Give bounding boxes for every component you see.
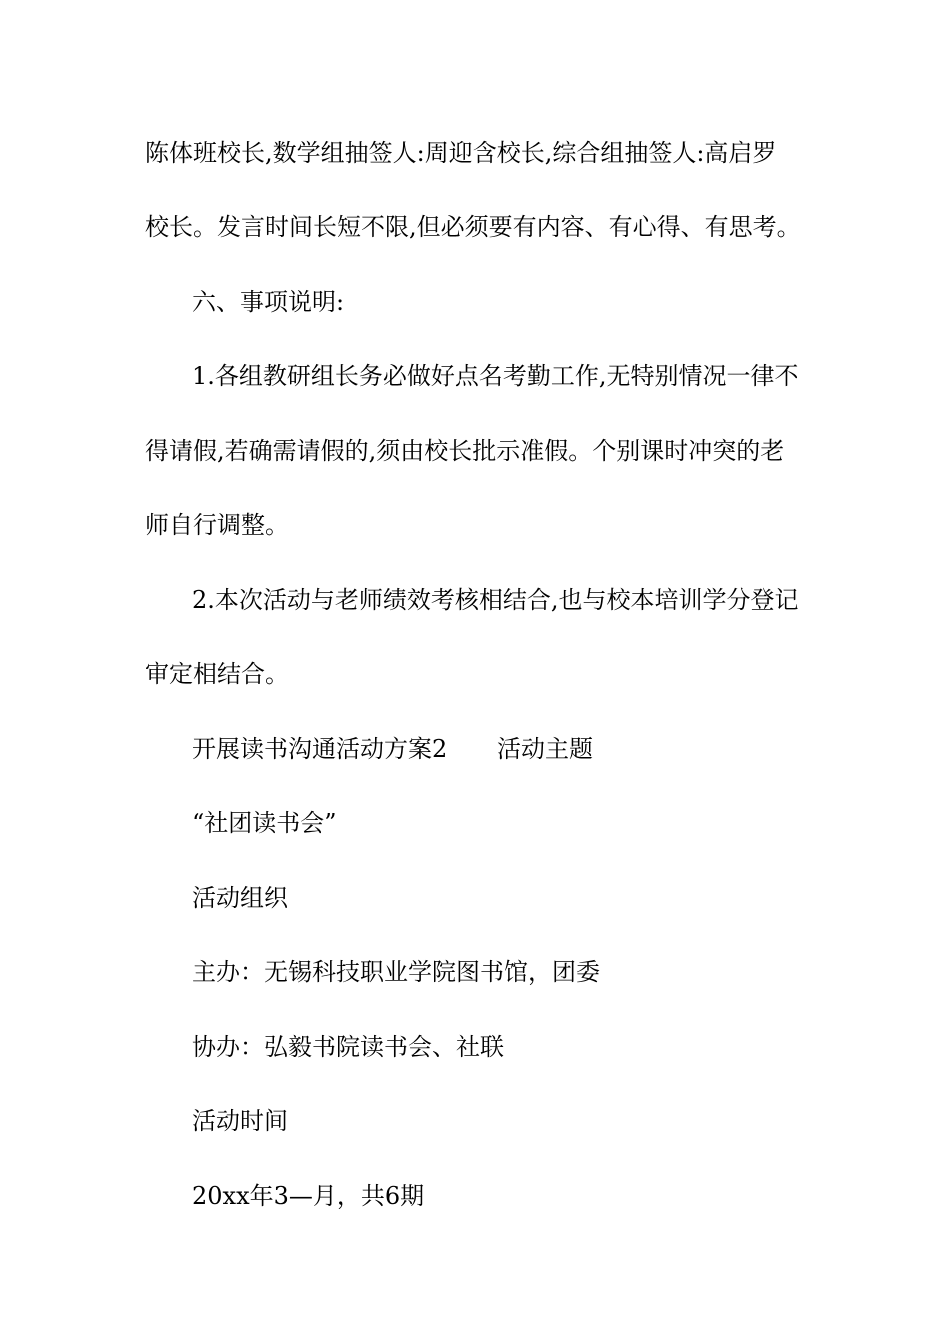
section-heading: 活动组织 — [192, 884, 288, 912]
plan-title: 开展读书沟通活动方案2 — [192, 735, 448, 763]
paragraph-line: 师自行调整。 — [145, 511, 289, 539]
co-organizer-line: 协办：弘毅书院读书会、社联 — [192, 1033, 504, 1061]
section-heading: 活动主题 — [497, 735, 593, 763]
paragraph-line: 1.各组教研组长务必做好点名考勤工作,无特别情况一律不 — [192, 362, 799, 390]
activity-time-line: 20xx年3—月，共6期 — [192, 1182, 425, 1210]
organizer-line: 主办：无锡科技职业学院图书馆，团委 — [192, 958, 600, 986]
paragraph-line: 陈体班校长,数学组抽签人:周迎含校长,综合组抽签人:高启罗 — [145, 139, 777, 167]
section-title: 六、事项说明: — [192, 288, 345, 316]
activity-theme: “社团读书会” — [192, 809, 337, 837]
section-heading: 活动时间 — [192, 1107, 288, 1135]
paragraph-line: 审定相结合。 — [145, 660, 289, 688]
paragraph-line: 2.本次活动与老师绩效考核相结合,也与校本培训学分登记 — [192, 586, 799, 614]
paragraph-line: 得请假,若确需请假的,须由校长批示准假。个别课时冲突的老 — [145, 437, 785, 465]
paragraph-line: 校长。发言时间长短不限,但必须要有内容、有心得、有思考。 — [145, 213, 801, 241]
